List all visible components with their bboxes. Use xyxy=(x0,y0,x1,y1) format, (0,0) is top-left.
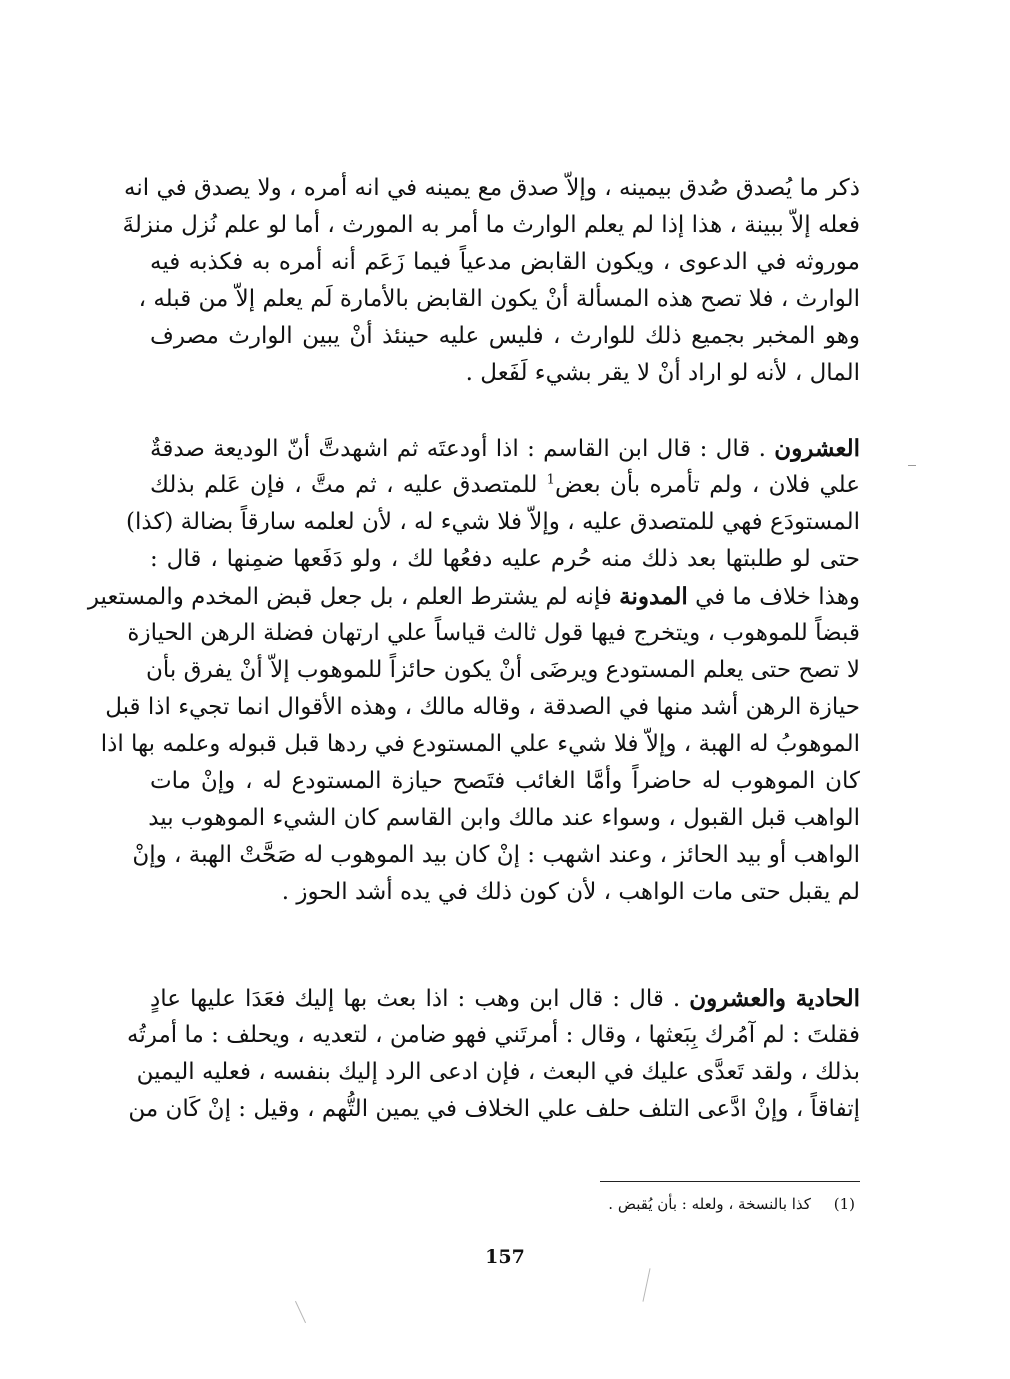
paragraph-1 xyxy=(122,170,860,392)
paragraph-3 xyxy=(127,980,860,1128)
section-heading-twentieth: العشرون xyxy=(774,435,860,462)
footnote-divider xyxy=(600,1181,860,1182)
text-line: إتفاقاً ، وإنْ ادَّعى التلف حلف علي الخلاف في يمين التُّهم ، وقيل : إنْ كَان من xyxy=(128,1096,860,1122)
text-line: فعله إلاّ ببينة ، هذا إذا لم يعلم الوارث ما أمر به المورث ، أما لو علم نُزل منزلةَ xyxy=(122,212,860,238)
text-line: المال ، لأنه لو اراد أنْ لا يقر بشيء لَفَعل . xyxy=(465,360,860,386)
text-line: لم يقبل حتى مات الواهب ، لأن كون ذلك في يده أشد الحوز . xyxy=(281,879,860,905)
text-segment: وهذا خلاف ما في xyxy=(695,584,860,610)
text-segment: . قال : قال ابن القاسم : اذا أودعتَه ثم اشهدتَّ أنّ الوديعة صدقةٌ xyxy=(150,436,775,462)
text-line xyxy=(150,430,860,467)
text-segment: للمتصدق عليه ، ثم متَّ ، فإن عَلم بذلك xyxy=(150,472,538,498)
text-line: الواهب قبل القبول ، وسواء عند مالك وابن القاسم كان الشيء الموهوب بيد xyxy=(148,805,860,831)
footnote xyxy=(480,1193,855,1215)
paragraph-2 xyxy=(87,430,861,911)
text-line: وهو المخبر بجميع ذلك للوارث ، فليس عليه حينئذ أنْ يبين الوارث مصرف xyxy=(150,323,860,349)
text-line: الموهوبُ له الهبة ، وإلاّ فلا شيء علي المستودع في ردها قبل قبوله وعلمه بها اذا xyxy=(100,731,860,757)
text-line: فقلتَ : لم آمُرك بِبَعثها ، وقال : أمرتَني فهو ضامن ، لتعديه ، ويحلف : ما أمرتُه xyxy=(127,1022,860,1048)
footnote-reference: 1 xyxy=(546,472,555,488)
text-line: حتى لو طلبتها بعد ذلك منه حُرم عليه دفعُها لك ، ولو دَفَعها ضمِنها ، قال : xyxy=(150,546,860,572)
text-line: لا تصح حتى يعلم المستودع ويرضَى أنْ يكون حائزاً للموهوب إلاّ أنْ يفرق بأن xyxy=(146,657,860,683)
margin-mark xyxy=(908,465,916,466)
text-segment: علي فلان ، ولم تأمره بأن بعض xyxy=(554,472,861,498)
text-line xyxy=(87,578,860,615)
text-line: كان الموهوب له حاضراً وأمَّا الغائب فتَصح حيازة المستودع له ، وإنْ مات xyxy=(150,768,860,794)
text-line: موروثه في الدعوى ، ويكون القابض مدعياً فيما زَعَم أنه أمره به فكذبه فيه xyxy=(150,249,860,275)
text-line: قبضاً للموهوب ، ويتخرج فيها قول ثالث قياساً علي ارتهان فضلة الرهن الحيازة xyxy=(127,620,860,646)
text-line xyxy=(150,467,860,504)
text-line: المستودَع فهي للمتصدق عليه ، وإلاّ فلا شيء له ، لأن لعلمه سارقاً بضالة (كذا) xyxy=(125,509,860,535)
scan-artifact xyxy=(642,1268,650,1301)
footnote-text: كذا بالنسخة ، ولعله : بأن يُقبض . xyxy=(608,1195,811,1213)
page-number: 157 xyxy=(485,1246,525,1268)
scan-artifact xyxy=(295,1301,306,1323)
text-line xyxy=(150,980,860,1017)
text-segment: . قال : قال ابن وهب : اذا بعث بها إليك فعَدَا عليها عادٍ xyxy=(150,986,690,1012)
text-line: الواهب أو بيد الحائز ، وعند اشهب : إنْ كان بيد الموهوب له صَحَّتْ الهبة ، وإنْ xyxy=(132,842,860,868)
text-segment: فإنه لم يشترط العلم ، بل جعل قبض المخدم والمستعير xyxy=(87,584,612,610)
text-line: حيازة الرهن أشد منها في الصدقة ، وقاله مالك ، وهذه الأقوال انما تجيء اذا قبل xyxy=(105,694,860,720)
book-title-mudawwana: المدونة xyxy=(619,583,688,610)
text-line: بذلك ، ولقد تَعدَّى عليك في البعث ، فإن ادعى الرد إليك بنفسه ، فعليه اليمين xyxy=(136,1059,860,1085)
text-line: الوارث ، فلا تصح هذه المسألة أنْ يكون القابض بالأمارة لَم يعلم إلاّ من قبله ، xyxy=(138,286,860,312)
footnote-mark: (1) xyxy=(833,1195,855,1213)
section-heading-twenty-first: الحادية والعشرون xyxy=(689,985,860,1012)
text-line: ذكر ما يُصدق صُدق بيمينه ، وإلاّ صدق مع يمينه في انه أمره ، ولا يصدق في انه xyxy=(124,175,860,201)
